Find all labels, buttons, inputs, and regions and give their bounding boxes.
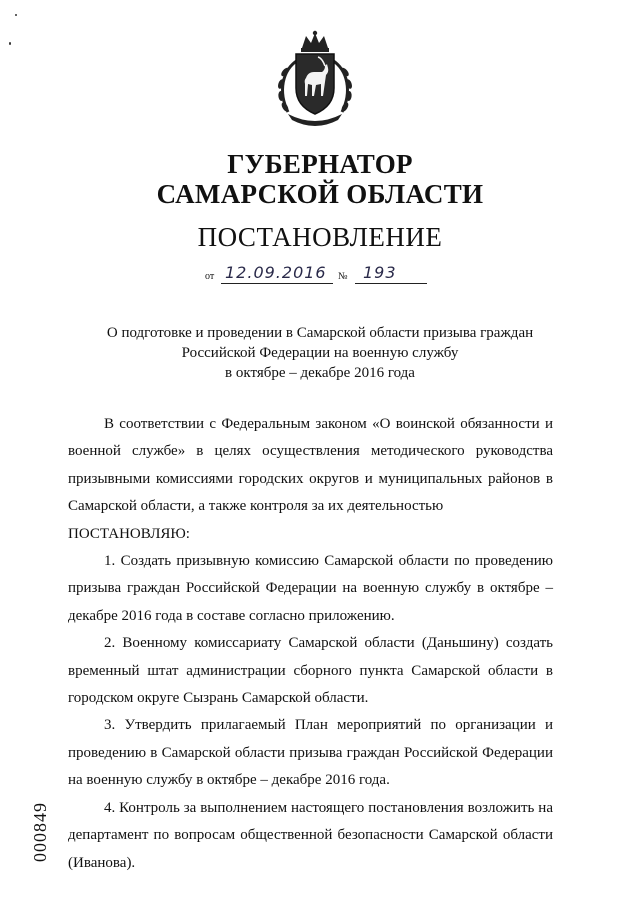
handwritten-number: 193 [363, 263, 397, 282]
decree-word: ПОСТАНОВЛЯЮ: [68, 525, 190, 542]
decree-item: 4. Контроль за выполнением настоящего постановления возложить на департамент по вопросам общественной безопасности Самарской области (Иванова). [68, 799, 553, 871]
document-body [68, 411, 553, 877]
subject-line: О подготовке и проведении в Самарской области призыва граждан [106, 325, 534, 341]
date-underline [221, 283, 333, 284]
document-subject [0, 323, 640, 383]
date-number-row [205, 263, 435, 287]
scan-speck [15, 14, 17, 16]
number-underline [355, 283, 427, 284]
subject-line: в октябре – декабре 2016 года [225, 365, 415, 381]
document-type-heading: ПОСТАНОВЛЕНИЕ [197, 222, 443, 252]
handwritten-date: 12.09.2016 [225, 263, 327, 282]
region-title: САМАРСКОЙ ОБЛАСТИ [156, 179, 484, 209]
scan-speck [9, 42, 11, 45]
number-label: № [338, 271, 348, 282]
decree-item: 3. Утвердить прилагаемый План мероприятий по организации и проведению в Самарской области призыва граждан Российской Федерации на военную службу в октябре – декабре 2016 года. [68, 717, 553, 789]
decree-item: 2. Военному комиссариату Самарской области (Даньшину) создать временный штат администрации сборного пункта Самарской области в городском округе Сызрань Самарской области. [68, 635, 553, 707]
margin-serial-number: 000849 [30, 802, 50, 862]
subject-line: Российской Федерации на военную службу [181, 345, 459, 361]
samara-region-coat-of-arms-icon [268, 30, 362, 130]
decree-item: 1. Создать призывную комиссию Самарской области по проведению призыва граждан Российской Федерации на военную службу в октябре – декабре 2016 года в составе согласно приложению. [68, 553, 553, 624]
preamble-paragraph: В соответствии с Федеральным законом «О воинской обязанности и военной службе» в целях осуществления методического руководства призывными комиссиями городских округов и муниципальных районов в Самарской области, а также контроля за их деятельностью [68, 416, 553, 515]
governor-title: ГУБЕРНАТОР [227, 149, 413, 179]
date-from-label: от [205, 271, 215, 282]
